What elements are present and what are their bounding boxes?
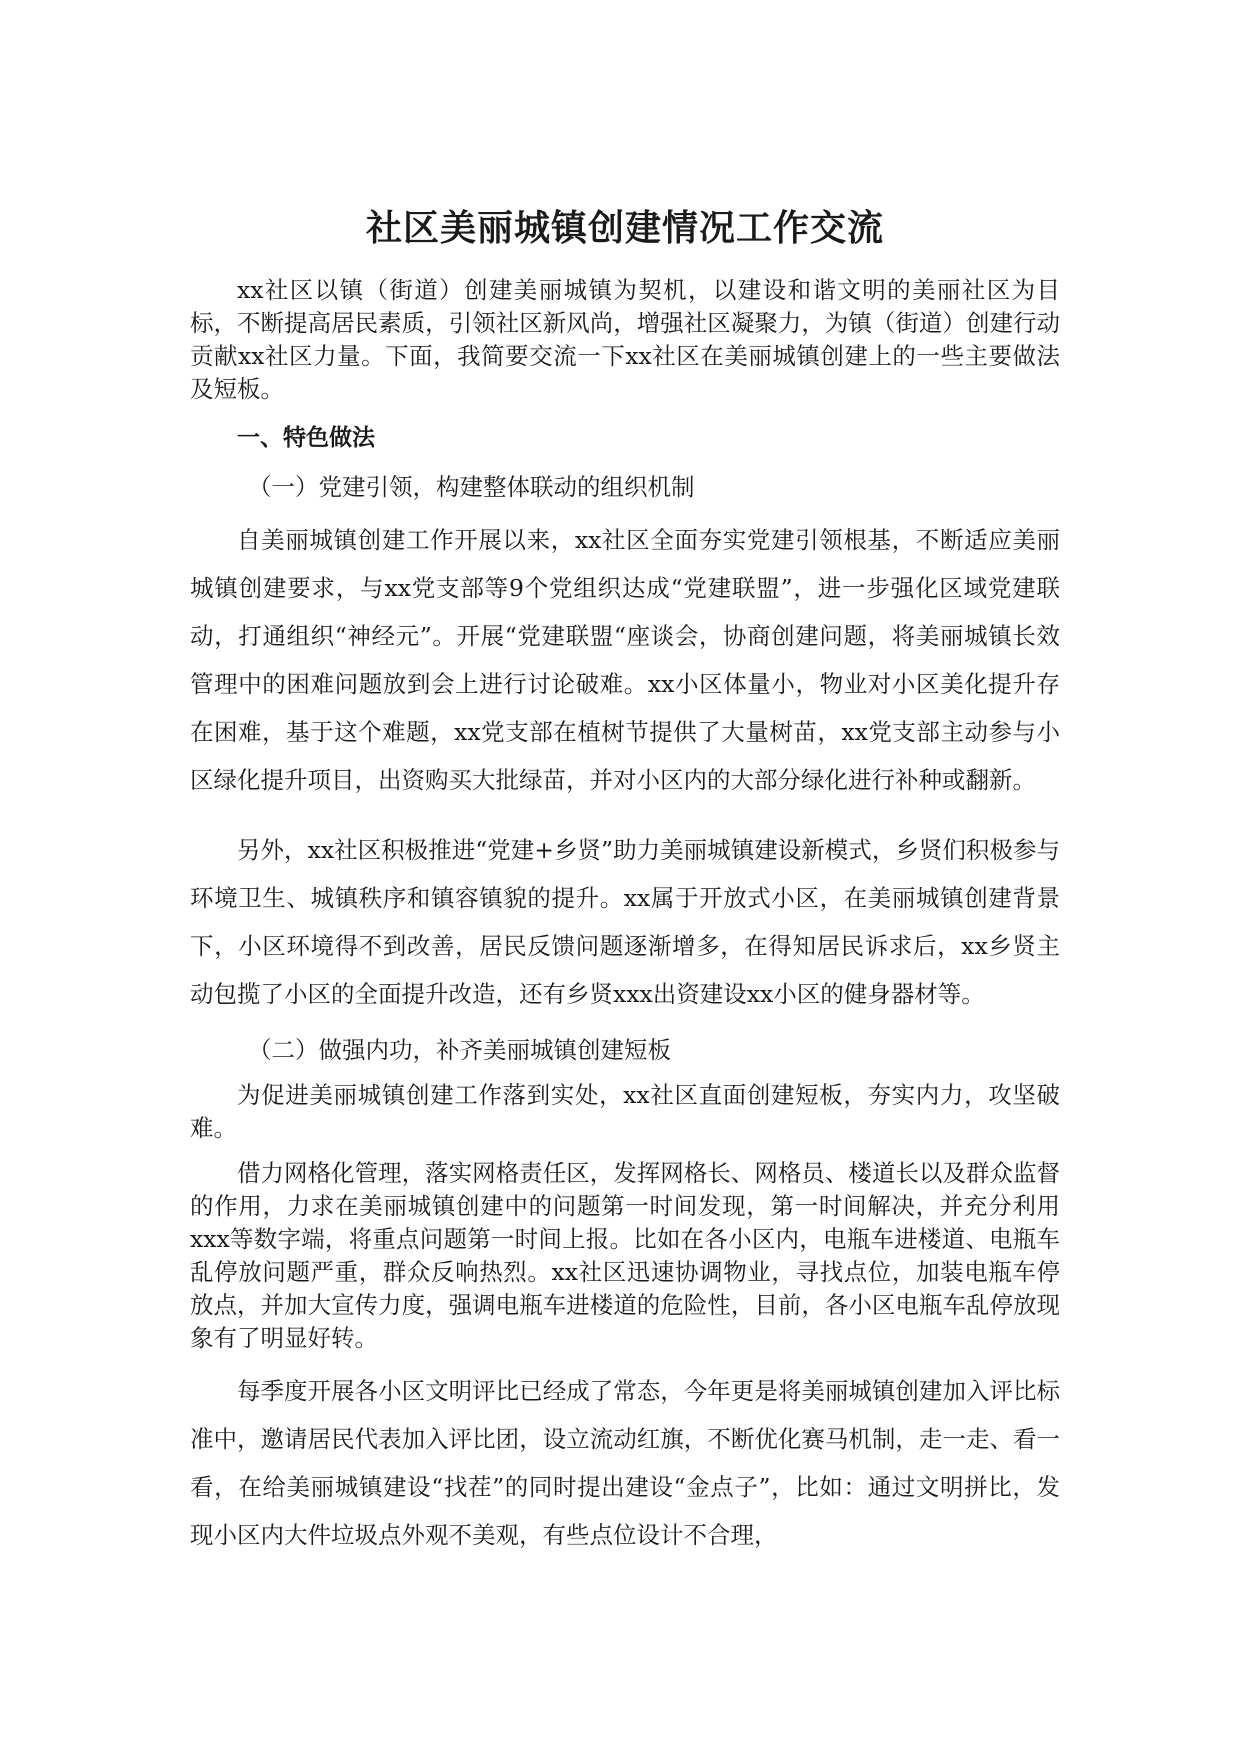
body-paragraph-party-building: 自美丽城镇创建工作开展以来，xx社区全面夯实党建引领根基，不断适应美丽城镇创建要求，与xx党支部等9个党组织达成“党建联盟”，进一步强化区域党建联动，打通组织“神经元”。开展“党建联盟“座谈会，协商创建问题，将美丽城镇长效管理中的困难问题放到会上进行讨论破难。xx小区体量小，物业对小区美化提升存在困难，基于这个难题，xx党支部在植树节提供了大量树苗，xx党支部主动参与小区绿化提升项目，出资购买大批绿苗，并对小区内的大部分绿化进行补种或翻新。: [190, 526, 1060, 794]
document-title: 社区美丽城镇创建情况工作交流: [365, 207, 884, 249]
subsection-heading-1: （一）党建引领，构建整体联动的组织机制: [248, 473, 695, 501]
document-page: [190, 200, 1060, 1559]
body-paragraph-shortboard: 为促进美丽城镇创建工作落到实处，xx社区直面创建短板，夯实内力，攻坚破难。: [190, 1081, 1060, 1142]
body-paragraph-grid-management: 借力网格化管理，落实网格责任区，发挥网格长、网格员、楼道长以及群众监督的作用，力求在美丽城镇创建中的问题第一时间发现，第一时间解决，并充分利用xxx等数字端，将重点问题第一时间上报。比如在各小区内，电瓶车进楼道、电瓶车乱停放问题严重，群众反响热烈。xx社区迅速协调物业，寻找点位，加装电瓶车停放点，并加大宣传力度，强调电瓶车进楼道的危险性，目前，各小区电瓶车乱停放现象有了明显好转。: [190, 1159, 1060, 1352]
subsection-heading-2: （二）做强内功，补齐美丽城镇创建短板: [248, 1036, 671, 1064]
intro-paragraph: xx社区以镇（街道）创建美丽城镇为契机，以建设和谐文明的美丽社区为目标，不断提高居民素质，引领社区新风尚，增强社区凝聚力，为镇（街道）创建行动贡献xx社区力量。下面，我简要交流一下xx社区在美丽城镇创建上的一些主要做法及短板。: [190, 276, 1060, 403]
body-paragraph-civilization-review: 每季度开展各小区文明评比已经成了常态，今年更是将美丽城镇创建加入评比标准中，邀请居民代表加入评比团，设立流动红旗，不断优化赛马机制，走一走、看一看，在给美丽城镇建设“找茬”的同时提出建设“金点子”，比如：通过文明拼比，发现小区内大件垃圾点外观不美观，有些点位设计不合理，: [190, 1377, 1060, 1549]
body-paragraph-xiangxian: 另外，xx社区积极推进“党建+乡贤”助力美丽城镇建设新模式，乡贤们积极参与环境卫生、城镇秩序和镇容镇貌的提升。xx属于开放式小区，在美丽城镇创建背景下，小区环境得不到改善，居民反馈问题逐渐增多，在得知居民诉求后，xx乡贤主动包揽了小区的全面提升改造，还有乡贤xxx出资建设xx小区的健身器材等。: [190, 836, 1060, 1008]
section-heading-1: 一、特色做法: [237, 425, 375, 451]
